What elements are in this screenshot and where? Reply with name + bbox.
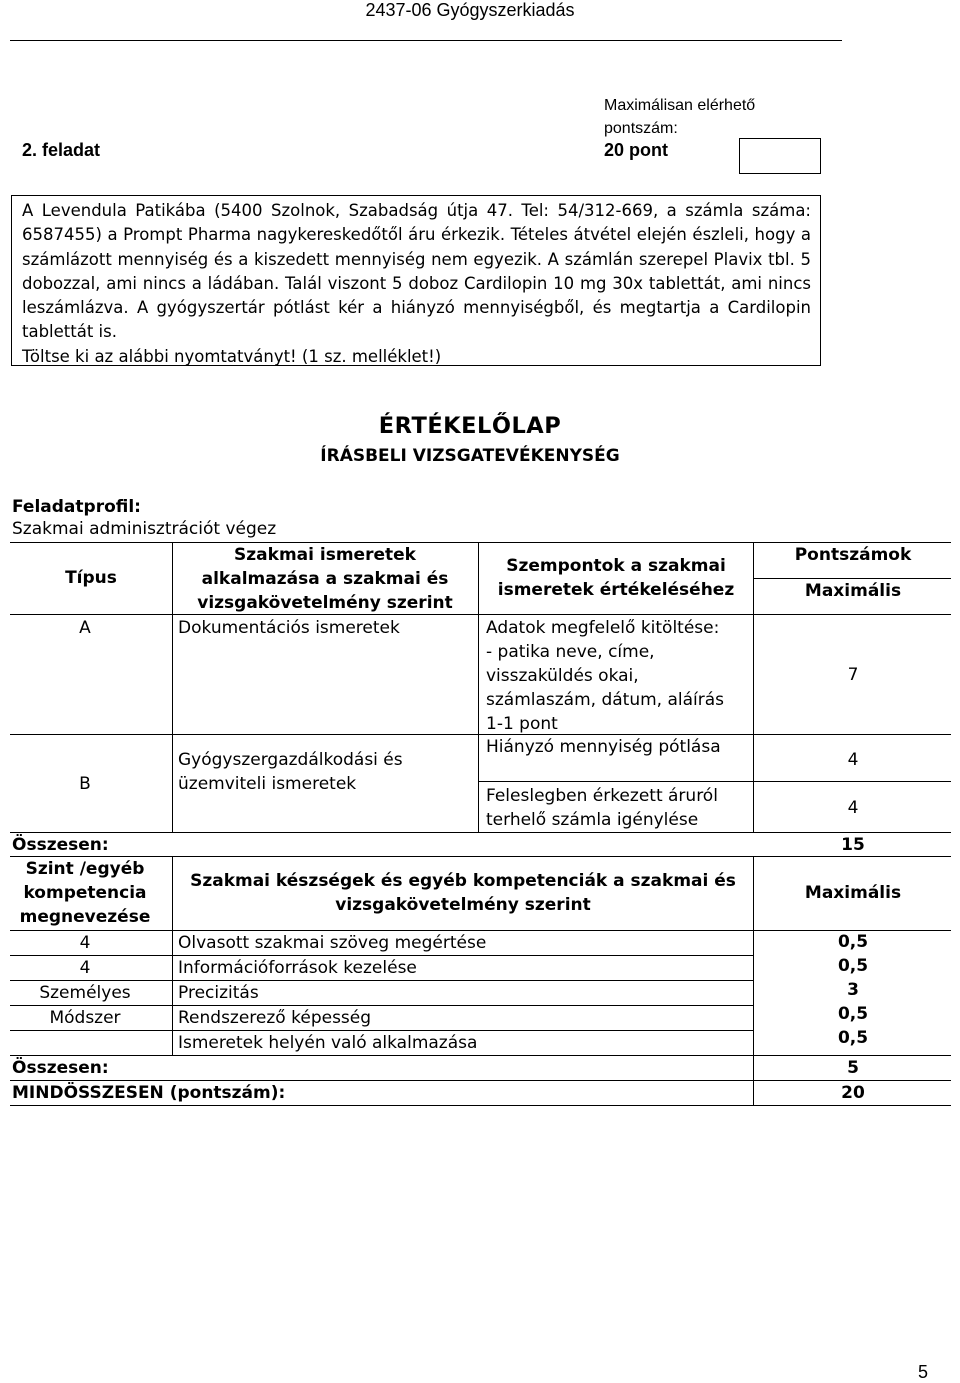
table-rule [172, 542, 173, 832]
task-label: 2. feladat [22, 140, 101, 160]
task-description: A Levendula Patikába (5400 Szolnok, Szabadság útja 47. Tel: 54/312-669, a számla száma: 6587455) a Prompt Pharma nagykereskedőtől áru érkezik. Tételes átvétel elején észleli, hogy a számlázott mennyiség és a kiszedett mennyiség nem egyezik. A számlán szerepel Plavix tbl. 5 dobozzal, ami nincs a ládában. Talál viszont 5 doboz Cardilopin 10 mg 30x tablettát, ami nincs leszámlázva. A gyógyszertár pótlást kér a hiányzó mennyiségből, és megtartja a Cardilopin tablettát is. [22, 201, 811, 342]
total-label: Összesen: [12, 835, 109, 855]
row-level: 4 [79, 958, 91, 978]
table-rule [753, 856, 754, 1105]
evaluation-title: ÉRTÉKELŐLAP [378, 413, 562, 439]
criteria-line: 1-1 pont [486, 714, 558, 734]
row-points: 0,5 [837, 1028, 869, 1048]
header-points: Pontszámok [794, 545, 912, 565]
row-skill: Rendszerező képesség [178, 1008, 372, 1028]
total-label: Összesen: [12, 1058, 109, 1078]
row-type: B [79, 774, 91, 794]
evaluation-subtitle: ÍRÁSBELI VIZSGATEVÉKENYSÉG [320, 446, 620, 466]
table-rule [753, 542, 754, 832]
row-skill: Információforrások kezelése [178, 958, 417, 978]
row-type: A [79, 618, 91, 638]
row-points: 4 [847, 798, 859, 818]
grand-total-label: MINDÖSSZESEN (pontszám): [12, 1083, 286, 1103]
header-max: Maximális [804, 581, 902, 601]
row-points: 0,5 [837, 932, 869, 952]
row-points: 7 [847, 665, 859, 685]
criteria-line: terhelő számla igénylése [486, 810, 699, 830]
row-points: 4 [847, 750, 859, 770]
row-skill: Olvasott szakmai szöveg megértése [178, 933, 487, 953]
row-level: Módszer [49, 1008, 121, 1028]
page-header-title: 2437-06 Gyógyszerkiadás [365, 0, 575, 20]
max-points-value: 20 pont [604, 140, 669, 160]
header-rule [10, 40, 842, 41]
header-criteria: Szempontok a szakmai ismeretek értékeléséhez [497, 556, 735, 600]
header-knowledge: Szakmai ismeretek alkalmazása a szakmai és vizsgakövetelmény szerint [197, 545, 453, 613]
task-profile-value: Szakmai adminisztrációt végez [12, 519, 277, 539]
header-max: Maximális [804, 883, 902, 903]
row-skill: Precizitás [178, 983, 259, 1003]
knowledge-line: Gyógyszergazdálkodási és [178, 750, 403, 770]
table-rule [478, 781, 951, 782]
max-points-label [604, 94, 755, 140]
header-skills: Szakmai készségek és egyéb kompetenciák a szakmai és vizsgakövetelmény szerint [190, 871, 736, 915]
total-value: 15 [841, 835, 865, 855]
row-skill: Ismeretek helyén való alkalmazása [178, 1033, 478, 1053]
page-number: 5 [918, 1362, 929, 1382]
max-points-label-line: Maximálisan elérhető [604, 97, 756, 114]
task-description-box [11, 195, 821, 366]
header-type: Típus [65, 568, 117, 588]
header-level: Szint /egyéb kompetencia megnevezése [19, 859, 151, 927]
row-points: 0,5 [837, 956, 869, 976]
criteria-line: számlaszám, dátum, aláírás [486, 690, 725, 710]
task-instruction: Töltse ki az alábbi nyomtatványt! (1 sz. melléklet!) [22, 346, 442, 366]
row-knowledge: Dokumentációs ismeretek [178, 618, 400, 638]
task-profile-label: Feladatprofil: [12, 497, 141, 517]
row-points: 3 [847, 980, 859, 1000]
table-rule [10, 734, 951, 735]
grand-total-value: 20 [841, 1083, 865, 1103]
row-level: 4 [79, 933, 91, 953]
row-criteria [486, 784, 718, 832]
criteria-line: - patika neve, címe, [486, 642, 655, 662]
knowledge-line: üzemviteli ismeretek [178, 774, 357, 794]
criteria-line: visszaküldés okai, [486, 666, 639, 686]
table-rule [10, 614, 951, 615]
table-rule [172, 856, 173, 1055]
row-criteria: Hiányzó mennyiség pótlása [486, 737, 721, 757]
row-points: 0,5 [837, 1004, 869, 1024]
criteria-line: Feleslegben érkezett áruról [486, 786, 718, 806]
row-knowledge [178, 748, 403, 796]
row-criteria [486, 616, 724, 736]
score-entry-box[interactable] [739, 138, 821, 174]
row-level: Személyes [39, 983, 131, 1003]
max-points-label-line: pontszám: [604, 120, 678, 137]
table-rule [478, 542, 479, 832]
table-rule [10, 1105, 951, 1106]
criteria-line: Adatok megfelelő kitöltése: [486, 618, 720, 638]
total-value: 5 [847, 1058, 859, 1078]
